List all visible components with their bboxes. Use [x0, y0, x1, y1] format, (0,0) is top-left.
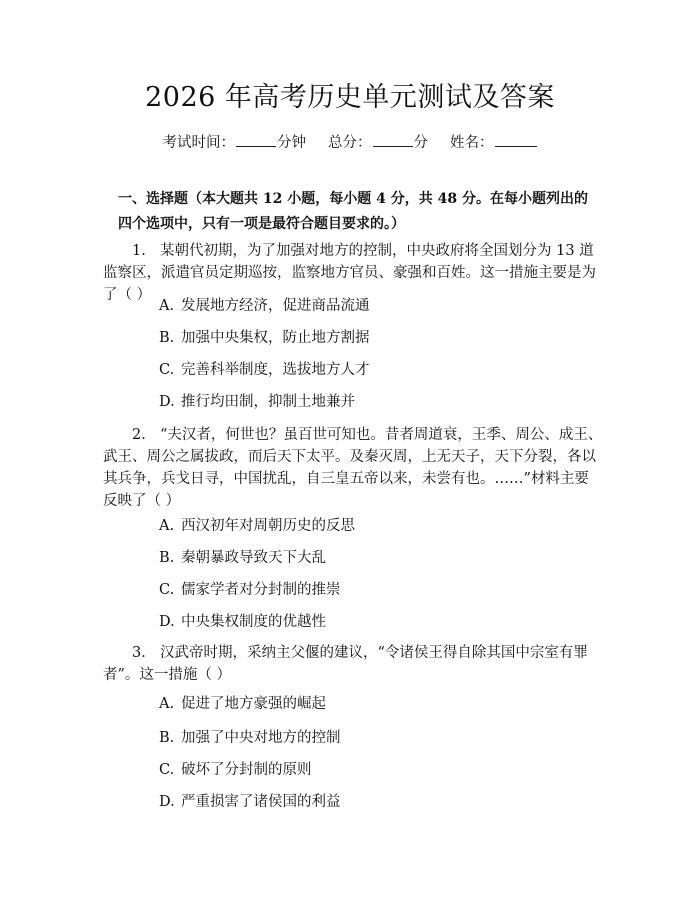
exam-meta — [0, 130, 700, 154]
option-letter: A. — [159, 298, 175, 314]
option-letter: D. — [159, 614, 175, 630]
option-2a[interactable] — [159, 516, 355, 536]
name-blank[interactable] — [495, 130, 537, 147]
option-1c[interactable] — [159, 360, 370, 380]
option-letter: D. — [159, 394, 175, 410]
option-text: 严重损害了诸侯国的利益 — [181, 794, 341, 810]
option-2d[interactable] — [159, 612, 326, 632]
exam-time-unit: 分钟 — [277, 135, 306, 151]
question-text: 某朝代初期，为了加强对地方的控制，中央政府将全国划分为 13 道监察区，派遣官员定期巡按，监察地方官员、豪强和百姓。这一措施主要是为了（ ） — [103, 243, 596, 303]
option-text: 推行均田制，抑制土地兼并 — [181, 394, 355, 410]
question-number: 1. — [132, 243, 146, 259]
option-letter: C. — [159, 582, 175, 598]
option-letter: B. — [159, 550, 175, 566]
option-1d[interactable] — [159, 392, 355, 412]
option-text: 儒家学者对分封制的推崇 — [181, 582, 341, 598]
option-2c[interactable] — [159, 580, 341, 600]
option-text: 破坏了分封制的原则 — [181, 762, 312, 778]
total-score-field — [328, 130, 428, 154]
option-text: 完善科举制度，选拔地方人才 — [181, 362, 370, 378]
option-text: 西汉初年对周朝历史的反思 — [181, 518, 355, 534]
section-heading: 一、选择题（本大题共 12 小题，每小题 4 分，共 48 分。在每小题列出的四个选项中，只有一项是最符合题目要求的。） — [118, 191, 588, 232]
option-text: 中央集权制度的优越性 — [181, 614, 326, 630]
question-text: “夫汉者，何世也？虽百世可知也。昔者周道衰，王季、周公、成王、武王、周公之属拔政，而后天下太平。及秦灭周，上无天子，天下分裂，各以其兵争，兵戈日寻，中国扰乱，自三皇五帝以来，未尝有也。……”材料主要反映了（ ） — [103, 427, 603, 509]
option-text: 加强了中央对地方的控制 — [181, 730, 341, 746]
option-letter: A. — [159, 696, 175, 712]
option-text: 秦朝暴政导致天下大乱 — [181, 550, 326, 566]
option-letter: C. — [159, 362, 175, 378]
option-3d[interactable] — [159, 792, 341, 812]
option-1b[interactable] — [159, 328, 370, 348]
option-text: 发展地方经济，促进商品流通 — [181, 298, 370, 314]
option-letter: D. — [159, 794, 175, 810]
option-letter: B. — [159, 730, 175, 746]
option-2b[interactable] — [159, 548, 326, 568]
option-3a[interactable] — [159, 694, 326, 714]
option-letter: C. — [159, 762, 175, 778]
exam-time-field — [163, 130, 307, 154]
question-number: 3. — [132, 645, 146, 661]
option-text: 加强中央集权，防止地方割据 — [181, 330, 370, 346]
name-label: 姓名： — [450, 135, 494, 151]
name-field — [450, 130, 538, 154]
question-3 — [103, 642, 603, 686]
question-number: 2. — [132, 427, 146, 443]
option-letter: B. — [159, 330, 175, 346]
question-text: 汉武帝时期，采纳主父偃的建议，“令诸侯王得自除其国中宗室有罪者”。这一措施（ ） — [103, 645, 588, 683]
total-score-blank[interactable] — [373, 130, 413, 147]
option-text: 促进了地方豪强的崛起 — [181, 696, 326, 712]
question-2 — [103, 424, 603, 512]
exam-time-label: 考试时间： — [162, 135, 235, 151]
option-3b[interactable] — [159, 728, 341, 748]
total-score-label: 总分： — [328, 135, 372, 151]
option-letter: A. — [159, 518, 175, 534]
option-1a[interactable] — [159, 296, 370, 316]
option-3c[interactable] — [159, 760, 312, 780]
exam-time-blank[interactable] — [236, 130, 276, 147]
page-title: 2026 年高考历史单元测试及答案 — [145, 82, 555, 113]
total-score-unit: 分 — [413, 135, 428, 151]
